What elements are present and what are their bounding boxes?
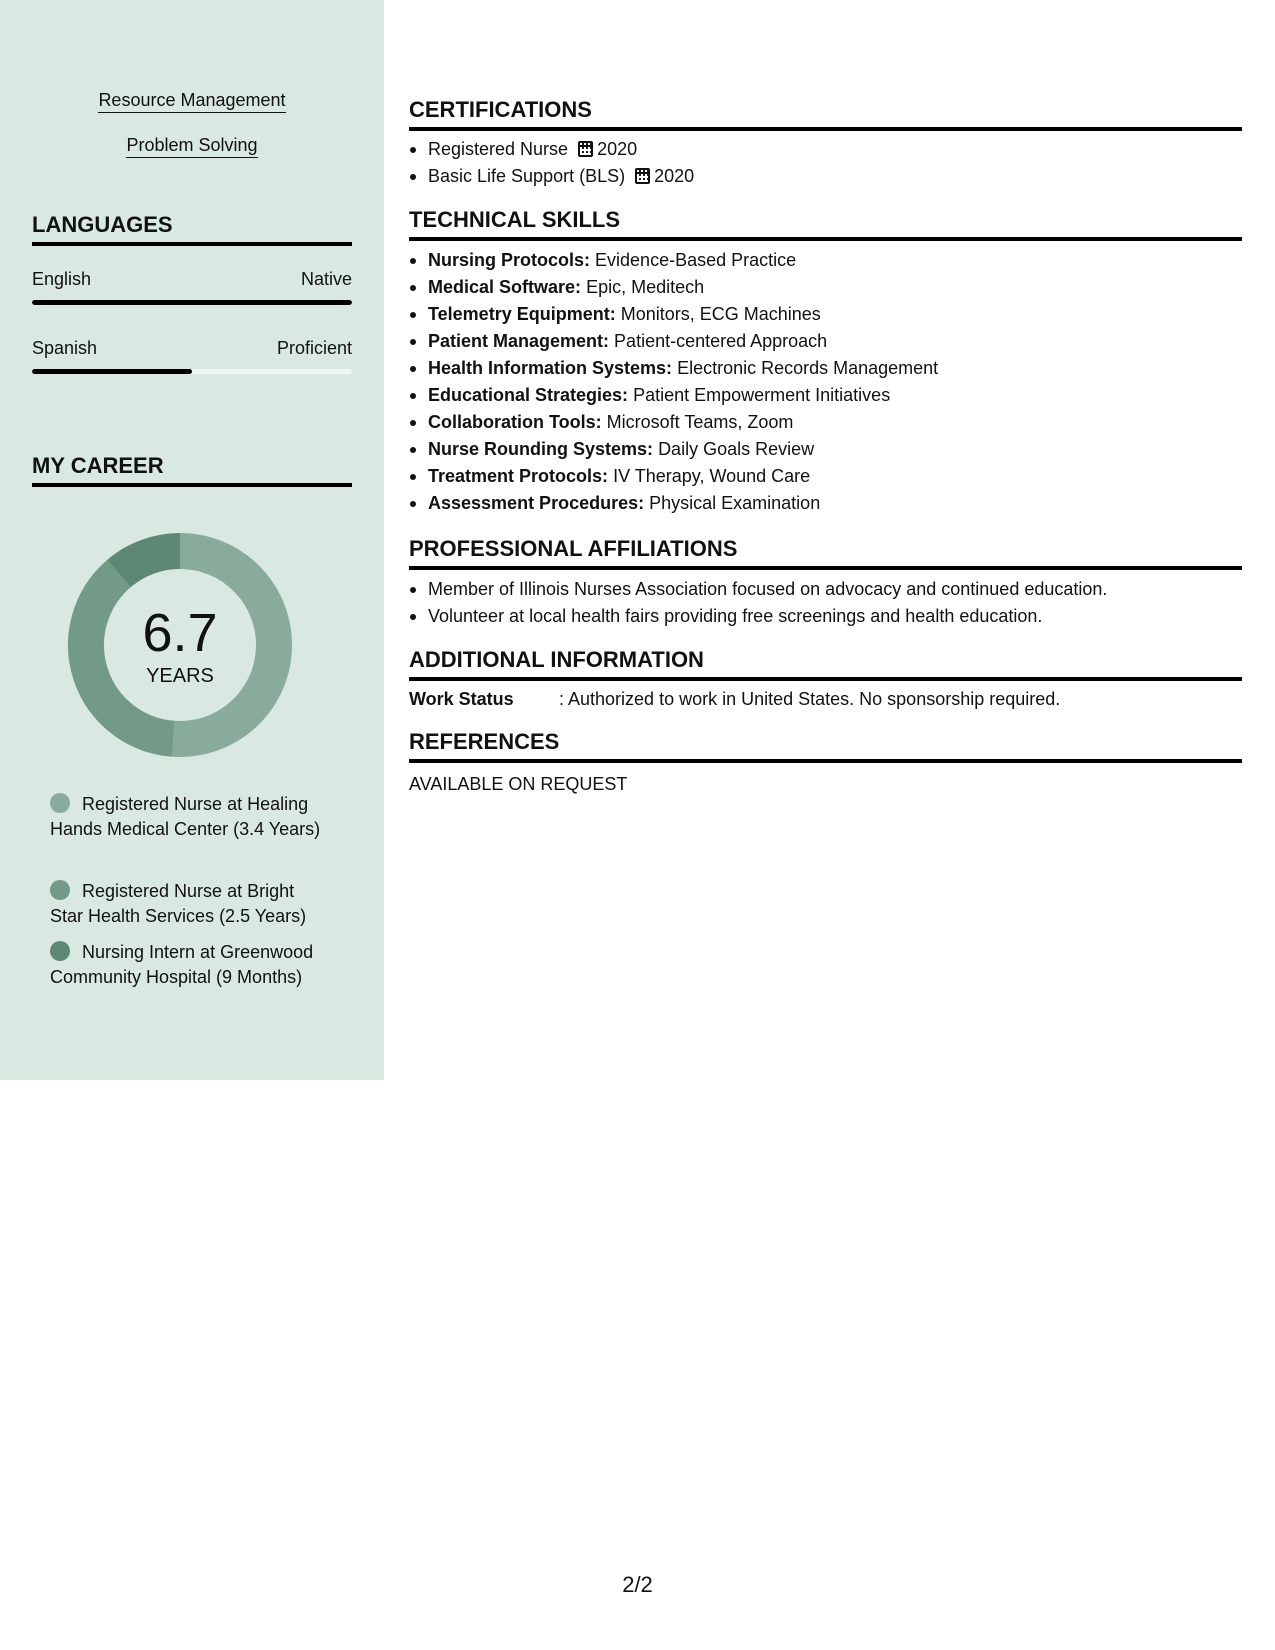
technical-skill-item: Medical Software: Epic, Meditech <box>409 274 1242 301</box>
language-row-spanish <box>32 337 352 359</box>
career-total-unit: YEARS <box>146 665 214 687</box>
language-name: English <box>32 269 92 289</box>
additional-info-heading: ADDITIONAL INFORMATION <box>409 647 1242 681</box>
page-number: 2/2 <box>622 1572 653 1597</box>
affiliations-heading: PROFESSIONAL AFFILIATIONS <box>409 536 1242 570</box>
career-legend-item: Registered Nurse at Bright Star Health Services (2.5 Years) <box>50 881 307 926</box>
work-status-row <box>409 687 1242 711</box>
affiliation-item: Volunteer at local health fairs providing free screenings and health education. <box>409 603 1242 630</box>
work-status-label: Work Status <box>409 689 514 709</box>
technical-skill-item: Telemetry Equipment: Monitors, ECG Machines <box>409 301 1242 328</box>
legend-dot <box>50 880 70 900</box>
certifications-heading: CERTIFICATIONS <box>409 97 1242 131</box>
technical-skill-item: Educational Strategies: Patient Empowerment Initiatives <box>409 382 1242 409</box>
calendar-icon <box>578 141 593 157</box>
references-text: AVAILABLE ON REQUEST <box>409 774 628 794</box>
technical-skill-item: Health Information Systems: Electronic Records Management <box>409 355 1242 382</box>
certifications-list <box>409 136 1242 190</box>
career-donut-chart <box>66 531 294 759</box>
affiliation-item: Member of Illinois Nurses Association focused on advocacy and continued education. <box>409 576 1242 603</box>
technical-skills-list <box>409 247 1242 517</box>
skill-item-problem-solving: Problem Solving <box>0 133 384 157</box>
technical-skill-item: Patient Management: Patient-centered Approach <box>409 328 1242 355</box>
certification-item: Registered Nurse 2020 <box>409 136 1242 163</box>
language-bar-english <box>32 300 352 305</box>
career-total-value: 6.7 <box>142 603 218 663</box>
legend-dot <box>50 793 70 813</box>
language-bar-fill <box>32 300 352 305</box>
language-name: Spanish <box>32 338 98 358</box>
technical-skill-item: Collaboration Tools: Microsoft Teams, Zoom <box>409 409 1242 436</box>
technical-skill-item: Treatment Protocols: IV Therapy, Wound Care <box>409 463 1242 490</box>
career-legend-item: Registered Nurse at Healing Hands Medical Center (3.4 Years) <box>50 794 321 839</box>
sidebar <box>0 0 384 1080</box>
language-row-english <box>32 268 352 290</box>
technical-skill-item: Nursing Protocols: Evidence-Based Practice <box>409 247 1242 274</box>
legend-dot <box>50 941 70 961</box>
calendar-icon <box>635 168 650 184</box>
language-bar-fill <box>32 369 192 374</box>
technical-skill-item: Assessment Procedures: Physical Examination <box>409 490 1242 517</box>
technical-skill-item: Nurse Rounding Systems: Daily Goals Review <box>409 436 1242 463</box>
language-level: Proficient <box>276 338 352 358</box>
work-status-value: : Authorized to work in United States. No sponsorship required. <box>559 689 1061 709</box>
affiliations-list <box>409 576 1242 630</box>
references-heading: REFERENCES <box>409 729 1242 763</box>
certification-item: Basic Life Support (BLS) 2020 <box>409 163 1242 190</box>
skill-item-resource-management: Resource Management <box>0 88 384 112</box>
career-heading: MY CAREER <box>32 453 352 487</box>
donut-segment-3 <box>119 551 180 574</box>
language-level: Native <box>300 269 352 289</box>
languages-heading: LANGUAGES <box>32 212 352 246</box>
technical-skills-heading: TECHNICAL SKILLS <box>409 207 1242 241</box>
career-legend-item: Nursing Intern at Greenwood Community Hospital (9 Months) <box>50 942 314 987</box>
language-bar-spanish <box>32 369 352 374</box>
